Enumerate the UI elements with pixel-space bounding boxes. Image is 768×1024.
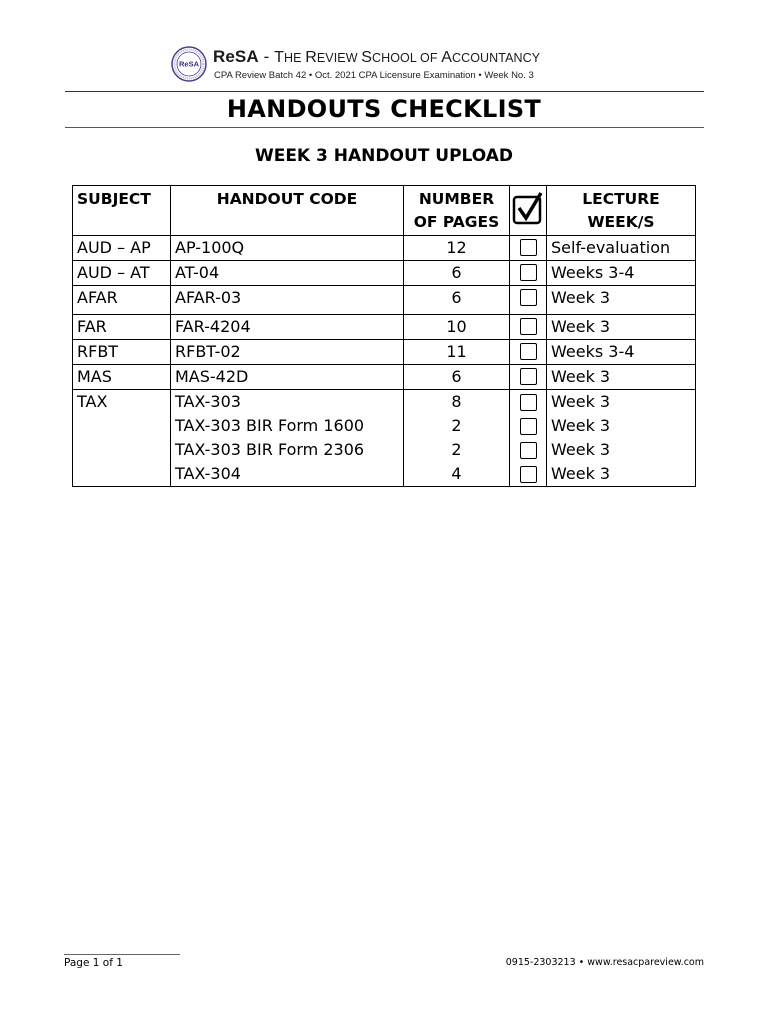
cell-pages: 4 [451,464,462,483]
cell-lecture-week: Weeks 3-4 [547,261,696,286]
checkbox[interactable] [520,418,537,435]
table-row [73,365,696,390]
page-title: HANDOUTS CHECKLIST [226,95,542,123]
table-row [73,286,696,315]
footer-divider [64,954,180,955]
cell-lecture-week: Week 3 [551,440,611,459]
cell-subject: FAR [73,315,171,340]
cell-pages: 10 [404,315,510,340]
page-number: Page 1 of 1 [64,957,123,969]
checkbox[interactable] [520,289,537,306]
cell-pages: 8 [451,392,462,411]
checkbox[interactable] [520,318,537,335]
footer-contact: 0915-2303213 • www.resacpareview.com [505,957,704,968]
cell-lecture-week: Week 3 [551,416,611,435]
cell-handout-code: TAX-304 [175,464,241,483]
checkbox[interactable] [520,466,537,483]
table-row [73,340,696,365]
header-lecture-weeks: LECTURE WEEK/S [547,186,696,236]
cell-lecture-week: Week 3 [551,392,611,411]
cell-handout-code: AP-100Q [171,236,404,261]
cell-lecture-week: Week 3 [551,464,611,483]
cell-handout-code: FAR-4204 [171,315,404,340]
cell-pages: 6 [404,286,510,315]
cell-handout-code: TAX-303 BIR Form 1600 [175,416,365,435]
header-subject: SUBJECT [73,186,171,236]
cell-handout-code: MAS-42D [171,365,404,390]
cell-handout-code: TAX-303 [175,392,241,411]
table-row-tax [73,390,696,487]
section-title: WEEK 3 HANDOUT UPLOAD [254,146,514,166]
cell-pages: 11 [404,340,510,365]
cell-handout-code: AFAR-03 [171,286,404,315]
checkbox[interactable] [520,239,537,256]
svg-text:ReSA: ReSA [178,59,200,69]
header-number-of-pages: NUMBER OF PAGES [404,186,510,236]
school-name-header: ReSA - THE REVIEW SCHOOL OF ACCOUNTANCY [213,47,541,66]
cell-pages: 6 [404,261,510,286]
cell-lecture-week: Week 3 [547,365,696,390]
cell-handout-code: TAX-303 BIR Form 2306 [175,440,365,459]
cell-subject: TAX [73,390,171,487]
checkbox[interactable] [520,343,537,360]
cell-lecture-week: Weeks 3-4 [547,340,696,365]
table-row [73,261,696,286]
table-row [73,315,696,340]
cell-subject: AFAR [73,286,171,315]
checked-box-icon [512,191,544,225]
cell-handout-code: RFBT-02 [171,340,404,365]
header-check [510,186,547,236]
cell-pages: 6 [404,365,510,390]
cell-pages: 2 [451,440,462,459]
cell-lecture-week: Week 3 [547,315,696,340]
table-header-row [73,186,696,236]
cell-subject: AUD – AT [73,261,171,286]
checkbox[interactable] [520,442,537,459]
cell-lecture-week: Week 3 [547,286,696,315]
cell-pages: 2 [451,416,462,435]
cell-handout-code: AT-04 [171,261,404,286]
cell-subject: RFBT [73,340,171,365]
table-row [73,236,696,261]
checkbox[interactable] [520,264,537,281]
cell-subject: MAS [73,365,171,390]
batch-subtitle: CPA Review Batch 42 • Oct. 2021 CPA Licensure Examination • Week No. 3 [214,70,534,81]
header-divider [65,91,704,92]
cell-pages: 12 [404,236,510,261]
title-divider [65,127,704,128]
checkbox[interactable] [520,394,537,411]
cell-subject: AUD – AP [73,236,171,261]
cell-lecture-week: Self-evaluation [547,236,696,261]
resa-logo-seal-icon [171,46,207,82]
checkbox[interactable] [520,368,537,385]
handouts-table [72,185,696,487]
header-handout-code: HANDOUT CODE [171,186,404,236]
